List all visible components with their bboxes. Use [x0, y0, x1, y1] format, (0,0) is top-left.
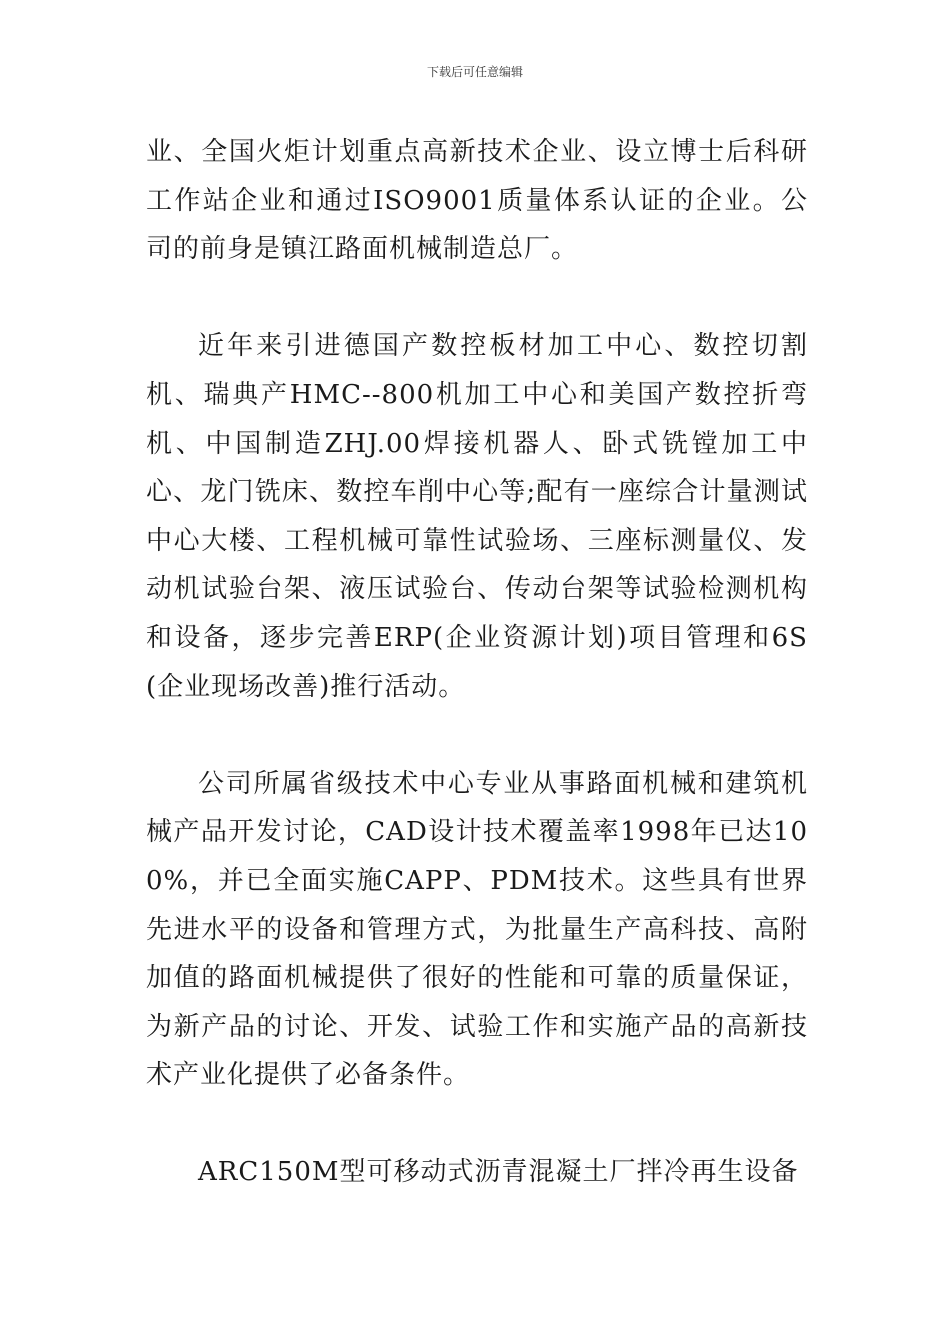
- paragraph-company-intro: 业、全国火炬计划重点高新技术企业、设立博士后科研工作站企业和通过ISO9001质量体系认证的企业。公司的前身是镇江路面机械制造总厂。: [146, 137, 808, 265]
- document-body: [146, 128, 808, 1197]
- paragraph-tech-center: 公司所属省级技术中心专业从事路面机械和建筑机械产品开发讨论，CAD设计技术覆盖率1998年已达100%，并已全面实施CAPP、PDM技术。这些具有世界先进水平的设备和管理方式，为批量生产高科技、高附加值的路面机械提供了很好的性能和可靠的质量保证，为新产品的讨论、开发、试验工作和实施产品的高新技术产业化提供了必备条件。: [146, 768, 808, 1091]
- section-heading: ARC150M型可移动式沥青混凝土厂拌冷再生设备: [198, 1157, 799, 1188]
- paragraph-gap: [146, 274, 808, 323]
- paragraph-gap: [146, 1100, 808, 1149]
- paragraph-gap: [146, 711, 808, 760]
- paragraph-equipment: 近年来引进德国产数控板材加工中心、数控切割机、瑞典产HMC--800机加工中心和美国产数控折弯机、中国制造ZHJ.00焊接机器人、卧式铣镗加工中心、龙门铣床、数控车削中心等;配有一座综合计量测试中心大楼、工程机械可靠性试验场、三座标测量仪、发动机试验台架、液压试验台、传动台架等试验检测机构和设备，逐步完善ERP(企业资源计划)项目管理和6S(企业现场改善)推行活动。: [146, 331, 808, 702]
- page-header: 下载后可任意编辑: [426, 65, 523, 79]
